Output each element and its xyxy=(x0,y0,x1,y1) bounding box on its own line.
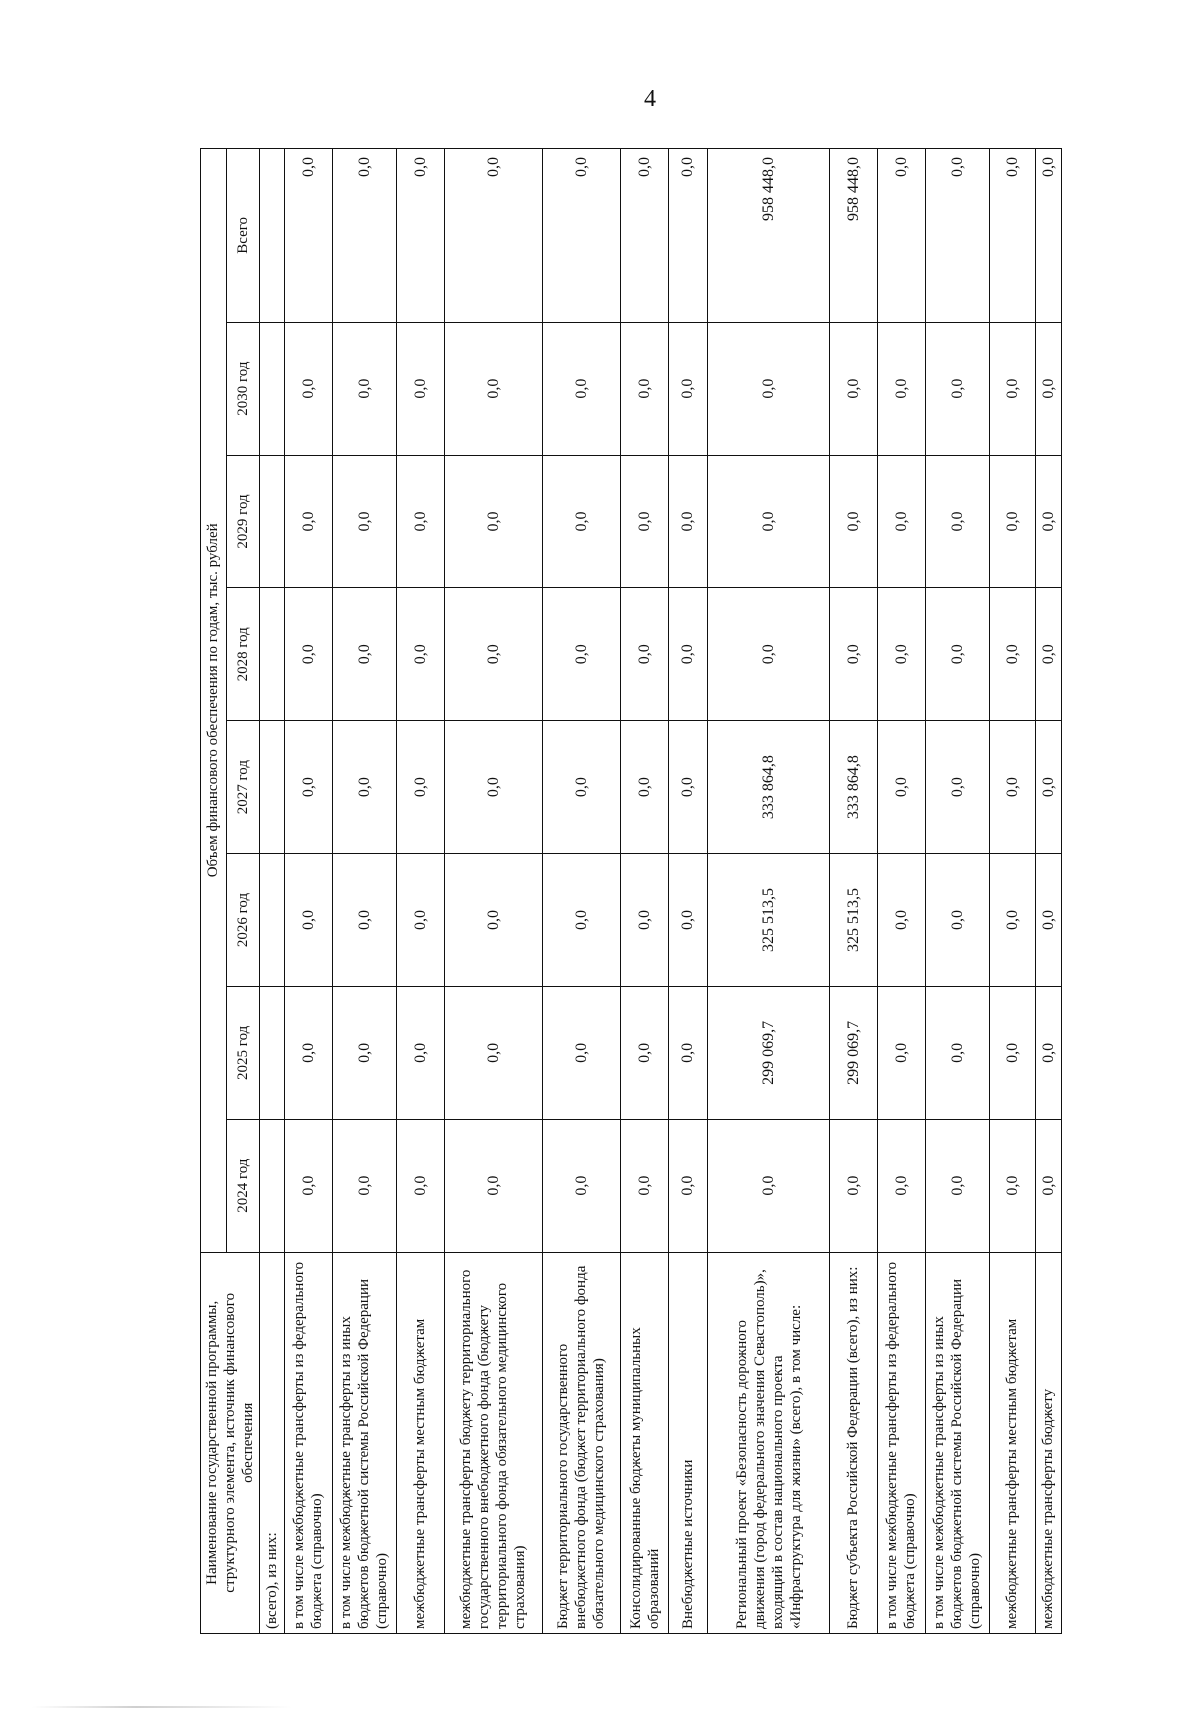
value-cell: 0,0 xyxy=(397,588,445,721)
year-header-2027: 2027 год xyxy=(226,721,259,854)
value-cell: 0,0 xyxy=(669,721,708,854)
value-cell: 0,0 xyxy=(397,721,445,854)
value-cell: 0,0 xyxy=(1035,588,1061,721)
financing-table xyxy=(200,148,1062,1634)
value-cell: 0,0 xyxy=(332,455,396,588)
value-cell: 0,0 xyxy=(444,455,542,588)
value-cell: 0,0 xyxy=(397,455,445,588)
value-cell: 0,0 xyxy=(542,986,620,1119)
value-cell: 0,0 xyxy=(925,854,989,987)
table-row xyxy=(989,149,1035,1634)
rotated-table-wrapper xyxy=(200,148,1056,1634)
value-cell: 0,0 xyxy=(877,1119,925,1252)
value-cell: 299 069,7 xyxy=(830,986,878,1119)
value-cell: 0,0 xyxy=(1035,721,1061,854)
value-cell: 0,0 xyxy=(397,322,445,455)
row-label: в том числе межбюджетные трансферты из федерального бюджета (справочно) xyxy=(285,1252,333,1633)
value-cell: 0,0 xyxy=(397,986,445,1119)
lead-row-label: (всего), из них: xyxy=(260,1252,285,1633)
funding-group-header: Объем финансового обеспечения по годам, тыс. рублей xyxy=(201,149,227,1253)
value-cell: 333 864,8 xyxy=(830,721,878,854)
value-cell: 0,0 xyxy=(1035,322,1061,455)
value-cell: 0,0 xyxy=(444,1119,542,1252)
value-cell: 0,0 xyxy=(332,322,396,455)
value-cell: 0,0 xyxy=(285,1119,333,1252)
value-cell: 0,0 xyxy=(621,721,669,854)
value-cell: 325 513,5 xyxy=(708,854,830,987)
total-cell: 0,0 xyxy=(925,149,989,323)
value-cell: 0,0 xyxy=(877,854,925,987)
value-cell: 0,0 xyxy=(444,986,542,1119)
total-cell: 0,0 xyxy=(444,149,542,323)
table-row xyxy=(621,149,669,1634)
value-cell: 0,0 xyxy=(444,721,542,854)
total-cell: 958 448,0 xyxy=(708,149,830,323)
total-cell: 958 448,0 xyxy=(830,149,878,323)
row-label: межбюджетные трансферты местным бюджетам xyxy=(397,1252,445,1633)
year-header-2028: 2028 год xyxy=(226,588,259,721)
year-header-2026: 2026 год xyxy=(226,854,259,987)
value-cell: 0,0 xyxy=(444,854,542,987)
table-row xyxy=(877,149,925,1634)
value-cell: 0,0 xyxy=(989,1119,1035,1252)
total-cell: 0,0 xyxy=(285,149,333,323)
value-cell: 0,0 xyxy=(669,322,708,455)
value-cell: 0,0 xyxy=(621,455,669,588)
value-cell: 0,0 xyxy=(542,854,620,987)
total-cell: 0,0 xyxy=(542,149,620,323)
value-cell: 0,0 xyxy=(1035,854,1061,987)
year-header-2029: 2029 год xyxy=(226,455,259,588)
page-number: 4 xyxy=(644,86,656,112)
value-cell: 0,0 xyxy=(877,322,925,455)
value-cell: 0,0 xyxy=(621,854,669,987)
value-cell: 0,0 xyxy=(444,322,542,455)
value-cell: 0,0 xyxy=(285,322,333,455)
value-cell: 0,0 xyxy=(989,986,1035,1119)
total-header: Всего xyxy=(226,149,259,323)
row-label: межбюджетные трансферты бюджету xyxy=(1035,1252,1061,1633)
value-cell: 0,0 xyxy=(669,854,708,987)
value-cell: 0,0 xyxy=(1035,1119,1061,1252)
value-cell: 0,0 xyxy=(332,986,396,1119)
lead-row xyxy=(260,149,285,1634)
value-cell: 0,0 xyxy=(877,721,925,854)
name-column-header: Наименование государственной программы, структурного элемента, источник финансового обеспечения xyxy=(201,1252,260,1633)
value-cell: 0,0 xyxy=(542,588,620,721)
row-label: Региональный проект «Безопасность дорожного движения (город федерального значения Севастополь)», входящий в состав национального проекта «Инфраструктура для жизни» (всего), в том числе: xyxy=(708,1252,830,1633)
row-label: Консолидированные бюджеты муниципальных образований xyxy=(621,1252,669,1633)
year-header-2030: 2030 год xyxy=(226,322,259,455)
value-cell: 0,0 xyxy=(925,588,989,721)
row-label: Бюджет субъекта Российской Федерации (всего), из них: xyxy=(830,1252,878,1633)
value-cell: 0,0 xyxy=(285,721,333,854)
scan-artifact xyxy=(32,1706,292,1708)
value-cell: 0,0 xyxy=(621,588,669,721)
total-cell: 0,0 xyxy=(989,149,1035,323)
value-cell: 0,0 xyxy=(332,588,396,721)
value-cell: 0,0 xyxy=(830,1119,878,1252)
value-cell: 0,0 xyxy=(285,854,333,987)
total-cell: 0,0 xyxy=(621,149,669,323)
value-cell: 0,0 xyxy=(542,1119,620,1252)
value-cell: 0,0 xyxy=(830,455,878,588)
value-cell: 0,0 xyxy=(669,588,708,721)
total-cell: 0,0 xyxy=(1035,149,1061,323)
table-row xyxy=(444,149,542,1634)
value-cell: 299 069,7 xyxy=(708,986,830,1119)
value-cell: 0,0 xyxy=(285,588,333,721)
table-row xyxy=(542,149,620,1634)
value-cell: 0,0 xyxy=(1035,986,1061,1119)
value-cell: 0,0 xyxy=(708,1119,830,1252)
value-cell: 0,0 xyxy=(669,1119,708,1252)
value-cell: 0,0 xyxy=(669,455,708,588)
row-label: в том числе межбюджетные трансферты из федерального бюджета (справочно) xyxy=(877,1252,925,1633)
value-cell: 0,0 xyxy=(397,1119,445,1252)
row-label: в том числе межбюджетные трансферты из иных бюджетов бюджетной системы Российской Федерации (справочно) xyxy=(332,1252,396,1633)
row-label: межбюджетные трансферты местным бюджетам xyxy=(989,1252,1035,1633)
value-cell: 0,0 xyxy=(877,986,925,1119)
value-cell: 333 864,8 xyxy=(708,721,830,854)
row-label: межбюджетные трансферты бюджету территориального государственного внебюджетного фонда (бюджету территориального фонда обязательного медицинского страхования) xyxy=(444,1252,542,1633)
value-cell: 0,0 xyxy=(989,588,1035,721)
value-cell: 0,0 xyxy=(989,854,1035,987)
value-cell: 0,0 xyxy=(332,1119,396,1252)
table-row xyxy=(830,149,878,1634)
value-cell: 0,0 xyxy=(397,854,445,987)
value-cell: 0,0 xyxy=(542,455,620,588)
value-cell: 0,0 xyxy=(669,986,708,1119)
value-cell: 0,0 xyxy=(989,721,1035,854)
table-row xyxy=(397,149,445,1634)
value-cell: 0,0 xyxy=(925,1119,989,1252)
row-label: в том числе межбюджетные трансферты из иных бюджетов бюджетной системы Российской Федерации (справочно) xyxy=(925,1252,989,1633)
value-cell: 0,0 xyxy=(444,588,542,721)
value-cell: 0,0 xyxy=(925,721,989,854)
value-cell: 0,0 xyxy=(542,322,620,455)
total-cell: 0,0 xyxy=(397,149,445,323)
value-cell: 0,0 xyxy=(285,455,333,588)
total-cell: 0,0 xyxy=(332,149,396,323)
value-cell: 0,0 xyxy=(877,455,925,588)
value-cell: 0,0 xyxy=(989,455,1035,588)
value-cell: 0,0 xyxy=(542,721,620,854)
total-cell: 0,0 xyxy=(669,149,708,323)
value-cell: 0,0 xyxy=(925,986,989,1119)
value-cell: 325 513,5 xyxy=(830,854,878,987)
value-cell: 0,0 xyxy=(925,455,989,588)
table-row xyxy=(669,149,708,1634)
value-cell: 0,0 xyxy=(708,322,830,455)
value-cell: 0,0 xyxy=(925,322,989,455)
value-cell: 0,0 xyxy=(621,1119,669,1252)
value-cell: 0,0 xyxy=(1035,455,1061,588)
value-cell: 0,0 xyxy=(708,588,830,721)
table-row xyxy=(708,149,830,1634)
table-row xyxy=(285,149,333,1634)
total-cell: 0,0 xyxy=(877,149,925,323)
value-cell: 0,0 xyxy=(332,854,396,987)
table-row xyxy=(925,149,989,1634)
year-header-2024: 2024 год xyxy=(226,1119,259,1252)
row-label: Бюджет территориального государственного внебюджетного фонда (бюджет территориального фонда обязательного медицинского страхования) xyxy=(542,1252,620,1633)
row-label: Внебюджетные источники xyxy=(669,1252,708,1633)
value-cell: 0,0 xyxy=(830,322,878,455)
value-cell: 0,0 xyxy=(285,986,333,1119)
value-cell: 0,0 xyxy=(989,322,1035,455)
table-row xyxy=(332,149,396,1634)
value-cell: 0,0 xyxy=(830,588,878,721)
value-cell: 0,0 xyxy=(332,721,396,854)
value-cell: 0,0 xyxy=(877,588,925,721)
value-cell: 0,0 xyxy=(621,322,669,455)
year-header-2025: 2025 год xyxy=(226,986,259,1119)
value-cell: 0,0 xyxy=(621,986,669,1119)
value-cell: 0,0 xyxy=(708,455,830,588)
table-row xyxy=(1035,149,1061,1634)
